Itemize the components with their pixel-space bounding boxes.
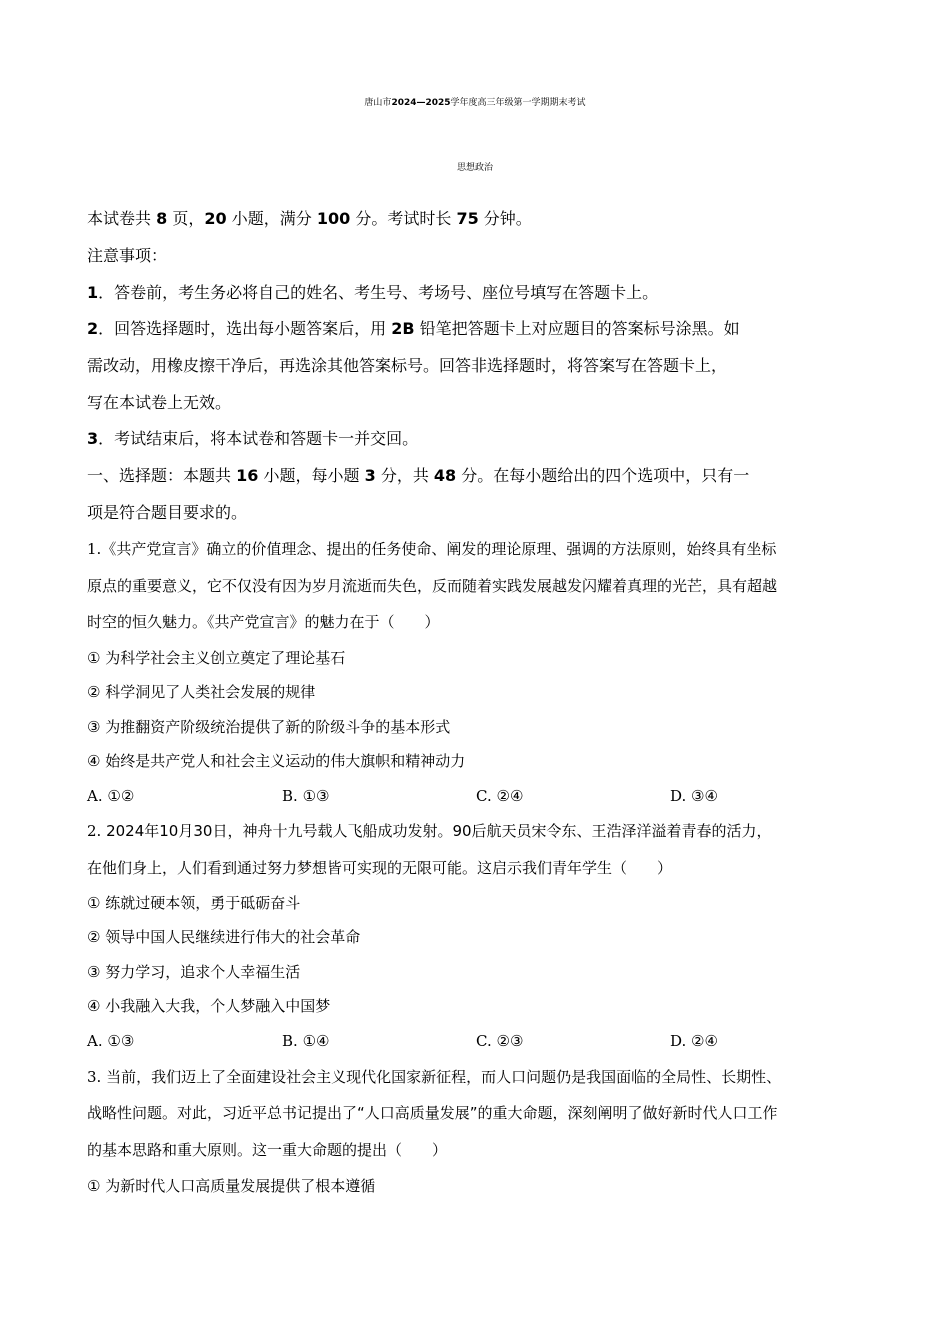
question-number: 1. [87,540,102,558]
section-heading: 一、选择题：本题共 16 小题，每小题 3 分，共 48 分。在每小题给出的四个选项中，只有一 [87,466,750,485]
notice-item-2-line2: 需改动，用橡皮擦干净后，再选涂其他答案标号。回答非选择题时，将答案写在答题卡上， [87,356,728,375]
question-1-stem: 1.《共产党宣言》确立的价值理念、提出的任务使命、阐发的理论原理、强调的方法原则，始终具有坐标 [87,540,777,558]
question-3-stem-line3: 的基本思路和重大原则。这一重大命题的提出（ ） [87,1141,448,1159]
question-2-statement-4: ④ 小我融入大我，个人梦融入中国梦 [87,997,331,1015]
question-1-stem-line3: 时空的恒久魅力。《共产党宣言》的魅力在于（ ） [87,613,440,631]
question-3-stem: 3. 当前，我们迈上了全面建设社会主义现代化国家新征程，而人口问题仍是我国面临的全局性、长期性、 [87,1068,782,1086]
subject-title: 思想政治 [456,163,493,173]
question-1-statement-1: ① 为科学社会主义创立奠定了理论基石 [87,649,346,667]
question-2-stem-line2: 在他们身上，人们看到通过努力梦想皆可实现的无限可能。这启示我们青年学生（ ） [87,859,673,877]
notice-title: 注意事项： [87,246,168,265]
question-2-option-b: B. ①④ [282,1032,330,1050]
question-1-stem-line2: 原点的重要意义，它不仅没有因为岁月流逝而失色，反而随着实践发展越发闪耀着真理的光芒，具有超越 [87,577,778,595]
question-2-option-d: D. ②④ [670,1032,718,1050]
question-1-option-a: A. ①② [87,787,135,805]
section-heading-line2: 项是符合题目要求的。 [87,503,248,522]
notice-item-2-line3: 写在本试卷上无效。 [87,393,232,412]
exam-title [0,86,950,120]
question-1-option-d: D. ③④ [670,787,718,805]
notice-item-1: 1．答卷前，考生务必将自己的姓名、考生号、考场号、座位号填写在答题卡上。 [87,283,659,302]
question-3-statement-1: ① 为新时代人口高质量发展提供了根本遵循 [87,1177,376,1195]
question-2-statement-1: ① 练就过硬本领，勇于砥砺奋斗 [87,894,301,912]
title-term: 学年度高三年级第一学期期末考试 [450,98,586,108]
question-2-statement-3: ③ 努力学习，追求个人幸福生活 [87,963,301,981]
question-1-option-b: B. ①③ [282,787,330,805]
exam-info: 本试卷共 8 页，20 小题，满分 100 分。考试时长 75 分钟。 [87,209,532,228]
notice-item-2: 2．回答选择题时，选出每小题答案后，用 2B 铅笔把答题卡上对应题目的答案标号涂黑。如 [87,319,740,338]
question-1-statement-2: ② 科学洞见了人类社会发展的规律 [87,683,316,701]
title-city: 唐山市 [364,98,392,108]
question-2-option-c: C. ②③ [476,1032,524,1050]
title-years: 2024—2025 [391,98,451,108]
question-3-stem-line2: 战略性问题。对此，习近平总书记提出了“人口高质量发展”的重大命题，深刻阐明了做好新时代人口工作 [87,1104,778,1122]
question-2-option-a: A. ①③ [87,1032,135,1050]
question-1-statement-3: ③ 为推翻资产阶级统治提供了新的阶级斗争的基本形式 [87,718,451,736]
question-2-stem: 2. 2024年10月30日，神舟十九号载人飞船成功发射。90后航天员宋令东、王浩泽洋溢着青春的活力， [87,822,772,840]
question-2-statement-2: ② 领导中国人民继续进行伟大的社会革命 [87,928,361,946]
question-1-statement-4: ④ 始终是共产党人和社会主义运动的伟大旗帜和精神动力 [87,752,466,770]
question-1-option-c: C. ②④ [476,787,524,805]
question-number: 2. [87,822,102,840]
question-number: 3. [87,1068,102,1086]
notice-item-3: 3．考试结束后，将本试卷和答题卡一并交回。 [87,429,419,448]
